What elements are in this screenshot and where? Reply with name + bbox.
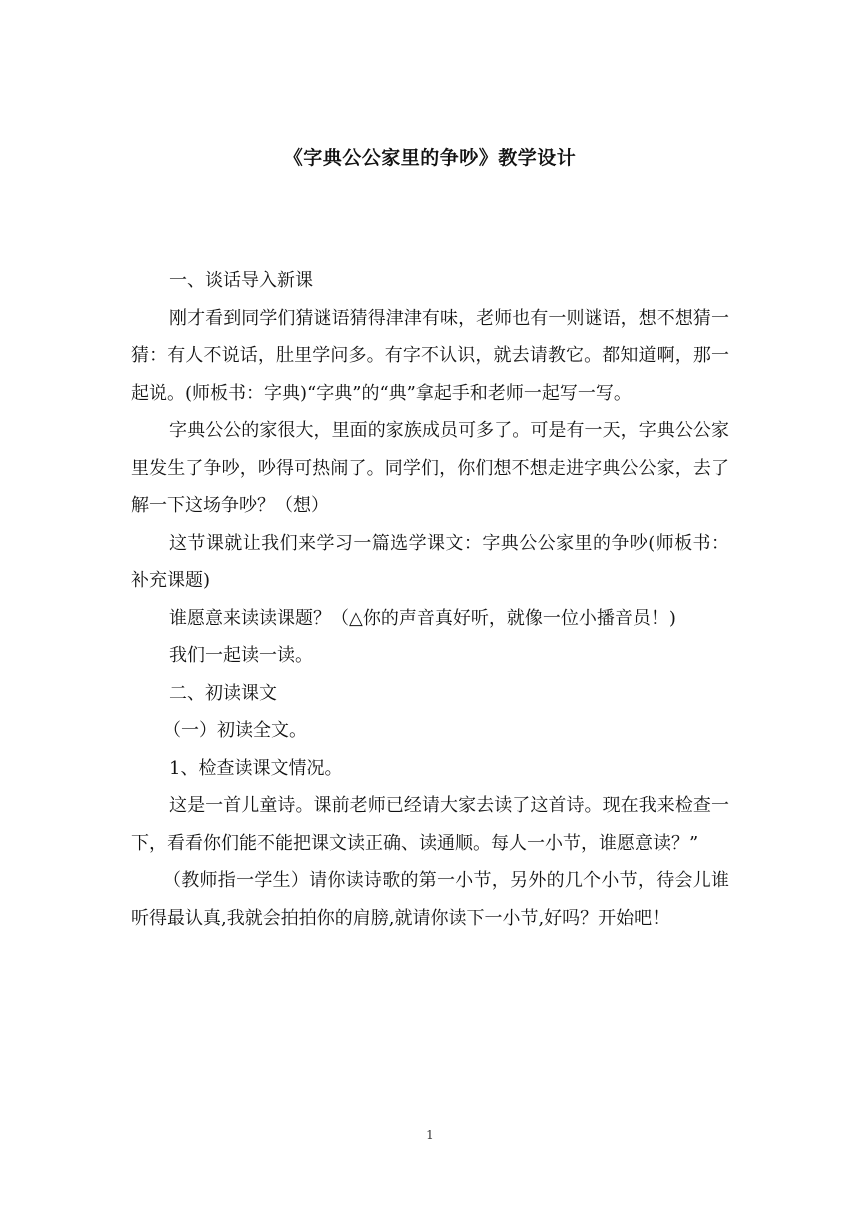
paragraph-lesson-topic: 这节课就让我们来学习一篇选学课文：字典公公家里的争吵(师板书：补充课题) bbox=[131, 532, 729, 591]
paragraph-read-title: 谁愿意来读读课题？（△你的声音真好听，就像一位小播音员！) bbox=[169, 607, 676, 629]
document-body bbox=[131, 262, 729, 937]
paragraph-riddle: 刚才看到同学们猜谜语猜得津津有味，老师也有一则谜语，想不想猜一猜：有人不说话，肚里学问多。有字不认识，就去请教它。都知道啊，那一起说。(师板书：字典)“字典”的“典”拿起手和老师一起写一写。 bbox=[131, 307, 729, 404]
list-item-check-reading: 1、检查读课文情况。 bbox=[169, 757, 343, 779]
page-number: 1 bbox=[426, 1128, 434, 1142]
paragraph-childrens-poem: 这是一首儿童诗。课前老师已经请大家去读了这首诗。现在我来检查一下，看看你们能不能把课文读正确、读通顺。每人一小节，谁愿意读？” bbox=[131, 795, 729, 854]
section-heading-first-reading: 二、初读课文 bbox=[169, 682, 277, 704]
paragraph-dictionary-family: 字典公公的家很大，里面的家族成员可多了。可是有一天，字典公公家里发生了争吵，吵得可热闹了。同学们，你们想不想走进字典公公家，去了解一下这场争吵？（想） bbox=[131, 420, 729, 516]
document-title: 《字典公公家里的争吵》教学设计 bbox=[283, 147, 577, 169]
paragraph-read-together: 我们一起读一读。 bbox=[169, 645, 313, 666]
paragraph-teacher-instruction: （教师指一学生）请你读诗歌的第一小节，另外的几个小节，待会儿谁听得最认真,我就会拍拍你的肩膀,就请你读下一小节,好吗？开始吧！ bbox=[131, 870, 729, 929]
subsection-heading-full-text: （一）初读全文。 bbox=[163, 720, 307, 741]
section-heading-intro: 一、谈话导入新课 bbox=[169, 270, 313, 291]
